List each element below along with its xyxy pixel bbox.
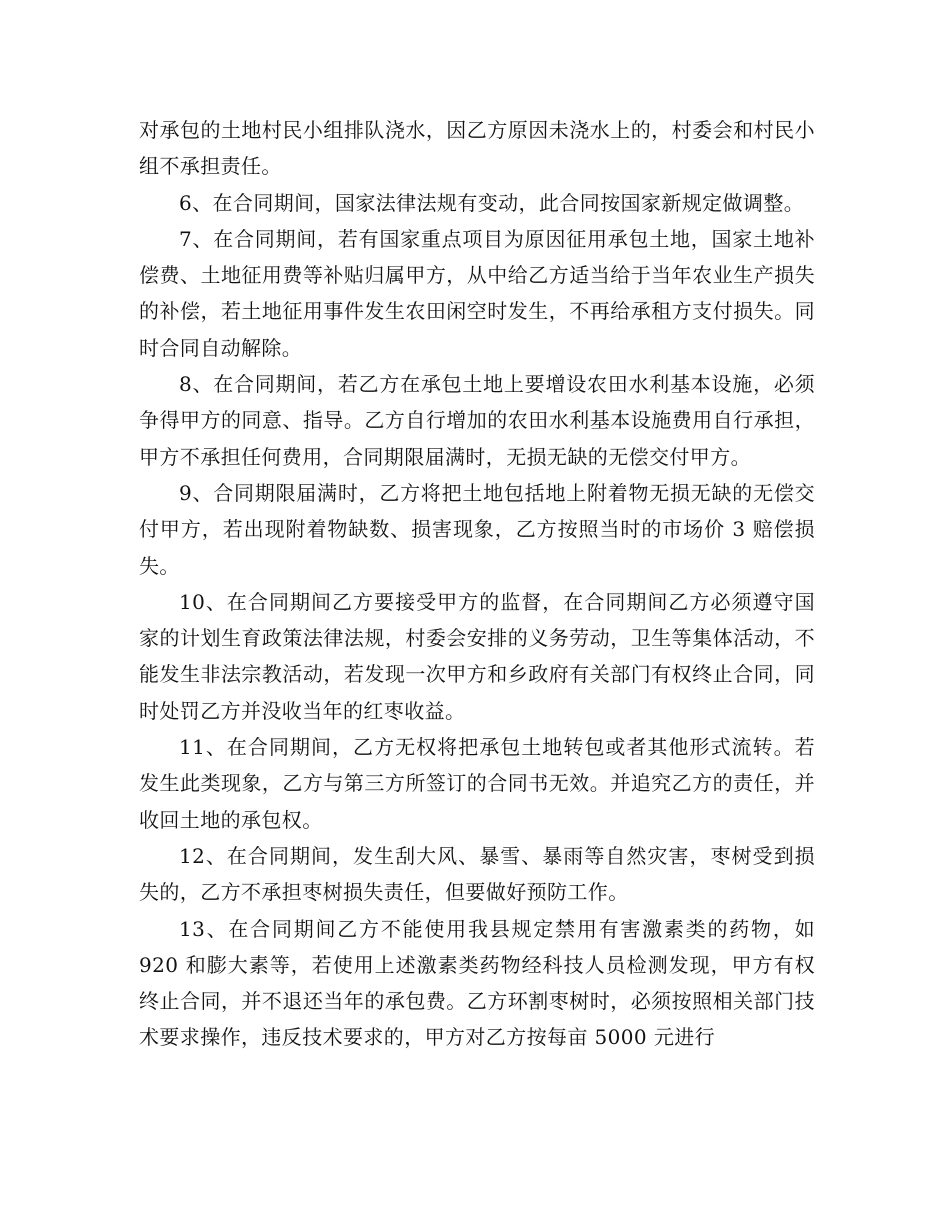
paragraph-clause-13: 13、在合同期间乙方不能使用我县规定禁用有害激素类的药物，如 920 和膨大素等，若使用上述激素类药物经科技人员检测发现，甲方有权终止合同，并不退还当年的承包费。乙方环割枣树时，必须按照相关部门技术要求操作，违反技术要求的，甲方对乙方按每亩 5000 元进行 (139, 916, 815, 1050)
document-body (139, 112, 815, 1056)
paragraph-continued: 对承包的土地村民小组排队浇水，因乙方原因未浇水上的，村委会和村民小组不承担责任。 (139, 118, 815, 179)
paragraph-clause-6: 6、在合同期间，国家法律法规有变动，此合同按国家新规定做调整。 (179, 190, 805, 215)
paragraph-clause-12: 12、在合同期间，发生刮大风、暴雪、暴雨等自然灾害，枣树受到损失的，乙方不承担枣树损失责任，但要做好预防工作。 (139, 843, 815, 905)
paragraph-clause-7: 7、在合同期间，若有国家重点项目为原因征用承包土地，国家土地补偿费、土地征用费等补贴归属甲方，从中给乙方适当给于当年农业生产损失的补偿，若土地征用事件发生农田闲空时发生，不再给承租方支付损失。同时合同自动解除。 (139, 226, 815, 360)
paragraph-clause-11: 11、在合同期间，乙方无权将把承包土地转包或者其他形式流转。若发生此类现象，乙方与第三方所签订的合同书无效。并追究乙方的责任，并收回土地的承包权。 (139, 735, 815, 832)
paragraph-clause-10: 10、在合同期间乙方要接受甲方的监督，在合同期间乙方必须遵守国家的计划生育政策法律法规，村委会安排的义务劳动，卫生等集体活动，不能发生非法宗教活动，若发现一次甲方和乡政府有关部门有权终止合同，同时处罚乙方并没收当年的红枣收益。 (139, 589, 815, 723)
paragraph-clause-8: 8、在合同期间，若乙方在承包土地上要增设农田水利基本设施，必须争得甲方的同意、指导。乙方自行增加的农田水利基本设施费用自行承担，甲方不承担任何费用，合同期限届满时，无损无缺的无偿交付甲方。 (139, 372, 815, 469)
paragraph-clause-9: 9、合同期限届满时，乙方将把土地包括地上附着物无损无缺的无偿交付甲方，若出现附着物缺数、损害现象，乙方按照当时的市场价 3 赔偿损失。 (139, 480, 815, 578)
